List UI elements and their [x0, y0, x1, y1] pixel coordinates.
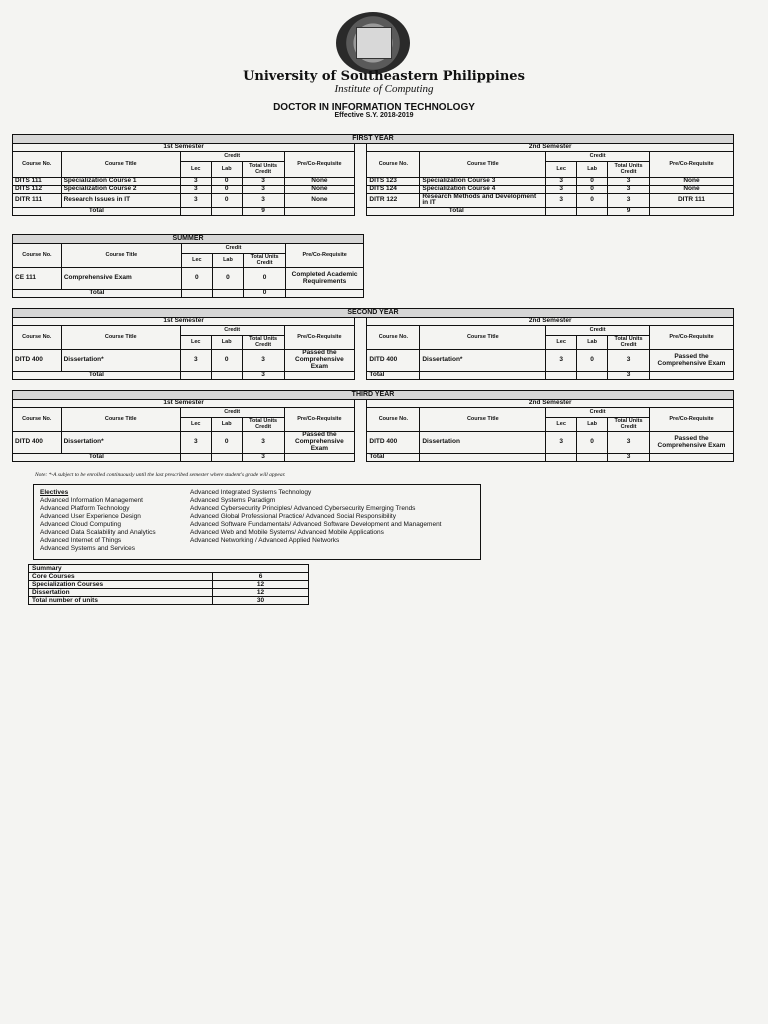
summary-value: 12: [213, 581, 309, 589]
col-total-units: Total Units Credit: [608, 336, 650, 350]
third-year-table: [12, 390, 734, 462]
col-lab: Lab: [577, 418, 608, 432]
list-item: Advanced Global Professional Practice/ Advanced Social Responsibility: [190, 513, 396, 520]
institute-name: Institute of Computing: [334, 83, 434, 95]
table-row: [29, 573, 309, 581]
list-item: Advanced Networking / Advanced Applied Networks: [190, 537, 340, 544]
course-no: DITR 122: [367, 193, 420, 208]
section-title: SUMMER: [13, 235, 364, 244]
prereq-value: None: [649, 185, 733, 193]
lab-value: 0: [211, 432, 242, 454]
summary-value: 12: [213, 589, 309, 597]
col-course-title: Course Title: [420, 152, 546, 178]
course-no: DITD 400: [367, 432, 420, 454]
list-item: Advanced Data Scalability and Analytics: [40, 529, 156, 536]
col-prereq: Pre/Co-Requisite: [649, 326, 733, 350]
course-title: Comprehensive Exam: [61, 268, 181, 290]
summary-label: Total number of units: [29, 597, 213, 605]
col-lab: Lab: [211, 418, 242, 432]
units-value: 3: [608, 178, 650, 186]
list-item: Advanced Software Fundamentals/ Advanced Software Development and Management: [190, 521, 442, 528]
semester-label: 1st Semester: [13, 144, 355, 152]
prereq-value: Passed the Comprehensive Exam: [649, 432, 733, 454]
electives-column-1: [40, 489, 156, 553]
col-credit: Credit: [546, 408, 650, 418]
course-no: DITR 111: [13, 193, 62, 208]
program-title: DOCTOR IN INFORMATION TECHNOLOGY: [273, 102, 475, 113]
total-label: Total: [13, 208, 181, 216]
lec-value: 3: [180, 178, 211, 186]
units-value: 3: [242, 185, 284, 193]
total-row: [13, 372, 734, 380]
prereq-value: None: [284, 178, 355, 186]
summary-value: 6: [213, 573, 309, 581]
course-no: DITS 123: [367, 178, 420, 186]
summary-table: [28, 564, 309, 605]
col-course-no: Course No.: [13, 408, 62, 432]
list-item: Advanced Integrated Systems Technology: [190, 489, 312, 496]
course-title: Specialization Course 2: [61, 185, 180, 193]
summary-value: 30: [213, 597, 309, 605]
col-credit: Credit: [180, 408, 284, 418]
col-course-title: Course Title: [420, 326, 546, 350]
col-course-no: Course No.: [13, 244, 62, 268]
units-value: 3: [608, 350, 650, 372]
course-title: Dissertation*: [61, 350, 180, 372]
col-course-title: Course Title: [61, 244, 181, 268]
electives-heading: Electives: [40, 489, 69, 496]
prereq-value: DITR 111: [649, 193, 733, 208]
total-row: [13, 454, 734, 462]
course-title: Specialization Course 4: [420, 185, 546, 193]
lec-value: 3: [546, 178, 577, 186]
col-credit: Credit: [181, 244, 285, 254]
list-item: Advanced Systems and Services: [40, 545, 136, 552]
col-course-title: Course Title: [61, 152, 180, 178]
units-value: 3: [608, 193, 650, 208]
table-row: [13, 350, 734, 372]
lec-value: 3: [180, 432, 211, 454]
semester-label: 2nd Semester: [367, 400, 734, 408]
col-credit: Credit: [180, 326, 284, 336]
prereq-value: None: [284, 193, 355, 208]
col-course-title: Course Title: [61, 326, 180, 350]
col-lec: Lec: [181, 254, 212, 268]
total-label: Total: [367, 372, 420, 380]
electives-box: [33, 484, 481, 560]
total-value: 3: [242, 454, 284, 462]
list-item: Advanced Cloud Computing: [40, 521, 121, 528]
col-course-title: Course Title: [420, 408, 546, 432]
list-item: Advanced Information Management: [40, 497, 143, 504]
table-row: [29, 581, 309, 589]
units-value: 0: [244, 268, 286, 290]
col-lec: Lec: [546, 418, 577, 432]
lab-value: 0: [211, 178, 242, 186]
lab-value: 0: [577, 185, 608, 193]
col-lab: Lab: [212, 254, 243, 268]
year-title: FIRST YEAR: [13, 135, 734, 144]
lec-value: 3: [546, 432, 577, 454]
course-no: DITD 400: [367, 350, 420, 372]
col-lab: Lab: [211, 336, 242, 350]
col-total-units: Total Units Credit: [242, 336, 284, 350]
col-prereq: Pre/Co-Requisite: [649, 408, 733, 432]
col-total-units: Total Units Credit: [608, 418, 650, 432]
col-prereq: Pre/Co-Requisite: [284, 152, 355, 178]
lab-value: 0: [577, 193, 608, 208]
units-value: 3: [242, 432, 284, 454]
total-value: 0: [244, 290, 286, 298]
total-label: Total: [367, 208, 546, 216]
lec-value: 0: [181, 268, 212, 290]
total-label: Total: [13, 454, 181, 462]
col-prereq: Pre/Co-Requisite: [284, 326, 355, 350]
first-year-table: [12, 134, 734, 216]
list-item: Advanced Platform Technology: [40, 505, 130, 512]
col-course-title: Course Title: [61, 408, 180, 432]
col-credit: Credit: [546, 326, 650, 336]
prereq-value: Passed the Comprehensive Exam: [649, 350, 733, 372]
course-no: DITS 124: [367, 185, 420, 193]
total-value: 3: [608, 372, 650, 380]
course-title: Dissertation*: [61, 432, 180, 454]
course-no: DITD 400: [13, 432, 62, 454]
semester-label: 2nd Semester: [367, 144, 734, 152]
table-row: [13, 185, 734, 193]
total-label: Total: [13, 290, 182, 298]
col-lec: Lec: [546, 162, 577, 178]
table-row: [13, 268, 364, 290]
lab-value: 0: [212, 268, 243, 290]
lec-value: 3: [180, 193, 211, 208]
prereq-value: Passed the Comprehensive Exam: [284, 432, 355, 454]
lec-value: 3: [180, 350, 211, 372]
course-title: Specialization Course 3: [420, 178, 546, 186]
summer-table: [12, 234, 364, 298]
table-row: [29, 589, 309, 597]
footnote: Note: *-A subject to be enrolled continuously until the last prescribed semester where student's grade will appear.: [35, 472, 286, 478]
list-item: Advanced User Experience Design: [40, 513, 141, 520]
col-prereq: Pre/Co-Requisite: [284, 408, 355, 432]
prereq-value: Completed Academic Requirements: [286, 268, 364, 290]
col-lab: Lab: [577, 162, 608, 178]
lab-value: 0: [211, 350, 242, 372]
second-year-table: [12, 308, 734, 380]
electives-column-2: [190, 489, 442, 545]
total-label: Total: [13, 372, 181, 380]
university-seal-logo: [336, 12, 410, 74]
col-lec: Lec: [180, 336, 211, 350]
effective-year: Effective S.Y. 2018-2019: [334, 112, 414, 119]
year-title: SECOND YEAR: [13, 309, 734, 318]
course-title: Dissertation*: [420, 350, 546, 372]
semester-label: 1st Semester: [13, 318, 355, 326]
year-title: THIRD YEAR: [13, 391, 734, 400]
lec-value: 3: [546, 185, 577, 193]
list-item: Advanced Internet of Things: [40, 537, 122, 544]
units-value: 3: [242, 178, 284, 186]
col-total-units: Total Units Credit: [244, 254, 286, 268]
summary-heading: Summary: [29, 565, 309, 573]
col-total-units: Total Units Credit: [242, 162, 284, 178]
col-course-no: Course No.: [367, 152, 420, 178]
course-no: DITS 111: [13, 178, 62, 186]
course-title: Dissertation: [420, 432, 546, 454]
list-item: Advanced Web and Mobile Systems/ Advanced Mobile Applications: [190, 529, 384, 536]
total-value: 9: [608, 208, 650, 216]
course-title: Research Methods and Development in IT: [420, 193, 546, 208]
col-lec: Lec: [180, 418, 211, 432]
col-total-units: Total Units Credit: [608, 162, 650, 178]
col-credit: Credit: [180, 152, 284, 162]
col-prereq: Pre/Co-Requisite: [286, 244, 364, 268]
table-row: [29, 597, 309, 605]
table-row: [13, 193, 734, 208]
list-item: Advanced Systems Paradigm: [190, 497, 276, 504]
col-course-no: Course No.: [13, 152, 62, 178]
col-course-no: Course No.: [367, 326, 420, 350]
course-title: Specialization Course 1: [61, 178, 180, 186]
semester-label: 2nd Semester: [367, 318, 734, 326]
lec-value: 3: [546, 350, 577, 372]
total-row: [13, 208, 734, 216]
course-no: DITD 400: [13, 350, 62, 372]
col-lab: Lab: [211, 162, 242, 178]
col-course-no: Course No.: [367, 408, 420, 432]
col-credit: Credit: [546, 152, 650, 162]
total-label: Total: [367, 454, 420, 462]
total-value: 3: [242, 372, 284, 380]
prereq-value: Passed the Comprehensive Exam: [284, 350, 355, 372]
units-value: 3: [608, 432, 650, 454]
col-lec: Lec: [180, 162, 211, 178]
summary-label: Dissertation: [29, 589, 213, 597]
col-total-units: Total Units Credit: [242, 418, 284, 432]
units-value: 3: [608, 185, 650, 193]
col-course-no: Course No.: [13, 326, 62, 350]
lab-value: 0: [211, 185, 242, 193]
university-name: University of Southeastern Philippines: [243, 69, 525, 84]
lec-value: 3: [546, 193, 577, 208]
course-title: Research Issues in IT: [61, 193, 180, 208]
list-item: Advanced Cybersecurity Principles/ Advanced Cybersecurity Emerging Trends: [190, 505, 416, 512]
course-no: DITS 112: [13, 185, 62, 193]
col-lec: Lec: [546, 336, 577, 350]
course-no: CE 111: [13, 268, 62, 290]
table-row: [13, 432, 734, 454]
lec-value: 3: [180, 185, 211, 193]
lab-value: 0: [577, 432, 608, 454]
prereq-value: None: [284, 185, 355, 193]
summary-label: Specialization Courses: [29, 581, 213, 589]
prereq-value: None: [649, 178, 733, 186]
units-value: 3: [242, 193, 284, 208]
lab-value: 0: [577, 178, 608, 186]
lab-value: 0: [577, 350, 608, 372]
lab-value: 0: [211, 193, 242, 208]
total-value: 3: [608, 454, 650, 462]
summary-label: Core Courses: [29, 573, 213, 581]
col-prereq: Pre/Co-Requisite: [649, 152, 733, 178]
total-row: [13, 290, 364, 298]
col-lab: Lab: [577, 336, 608, 350]
total-value: 9: [242, 208, 284, 216]
semester-label: 1st Semester: [13, 400, 355, 408]
units-value: 3: [242, 350, 284, 372]
